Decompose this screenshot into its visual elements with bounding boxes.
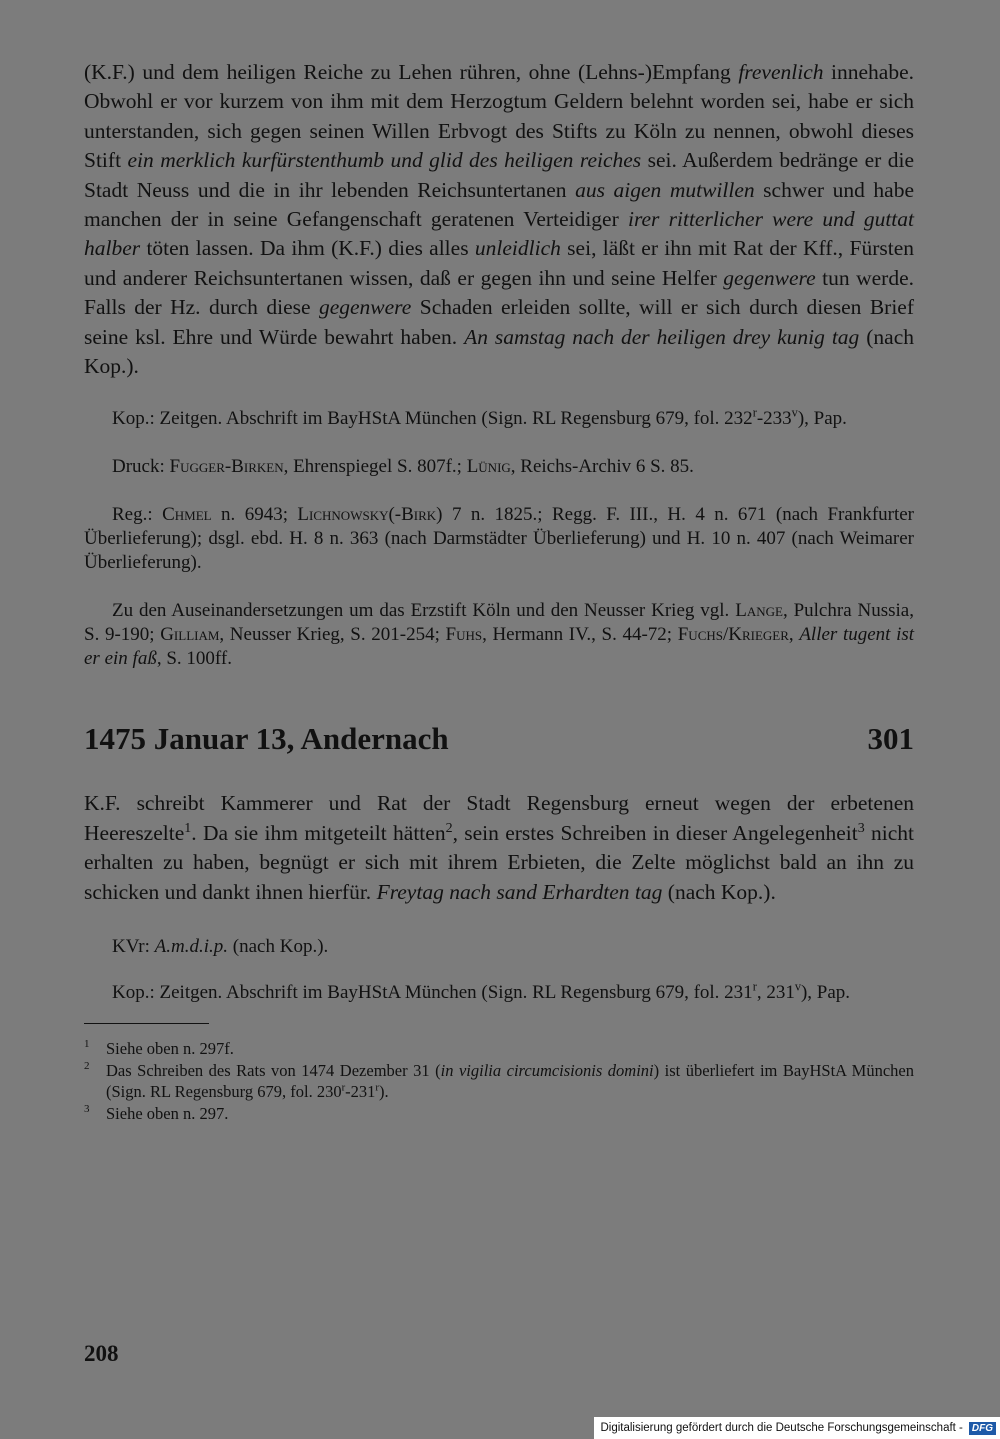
text-span: (nach Kop.). xyxy=(84,324,914,379)
text-span: tun werde. Falls der Hz. durch diese xyxy=(84,265,915,320)
italic-span: in vigilia circumcisionis domini xyxy=(440,1060,654,1080)
text-span: KVr: xyxy=(112,936,155,958)
superscript: r xyxy=(375,1081,379,1094)
text-span: -233 xyxy=(756,408,792,430)
text-span: Druck: xyxy=(112,456,170,478)
text-span: (nach Kop.). xyxy=(228,936,329,958)
druck-note xyxy=(84,455,914,479)
text-span: , Hermann IV., S. 44-72; xyxy=(482,624,678,646)
author-name: Lichnowsky(-Birk) xyxy=(297,504,443,526)
entry-number: 301 xyxy=(867,721,914,757)
italic-span: aus aigen mutwillen xyxy=(575,177,755,202)
text-span: ). xyxy=(378,1082,389,1102)
text-span: Reg.: xyxy=(112,504,163,526)
text-span: Schaden erleiden sollte, will er sich durch diesen Brief seine ksl. Ehre und Würde bewahrt haben. xyxy=(84,295,914,349)
footnote-ref: 2 xyxy=(445,820,453,836)
italic-span: unleidlich xyxy=(474,236,561,261)
italic-span: Freytag nach sand Erhardten tag xyxy=(376,879,663,904)
superscript: r xyxy=(752,979,757,994)
text-span: n. 6943; xyxy=(211,504,298,526)
footnote xyxy=(84,1038,914,1060)
italic-span: A.m.d.i.p. xyxy=(154,936,229,958)
text-span: , Ehrenspiegel S. 807f.; xyxy=(283,456,467,478)
text-span: Kop.: Zeitgen. Abschrift im BayHStA München (Sign. RL Regensburg 679, fol. 232 xyxy=(112,408,753,430)
text-span: , Reichs-Archiv 6 S. 85. xyxy=(510,456,694,478)
footnote-number: 3 xyxy=(84,1102,90,1115)
kop-note-2 xyxy=(84,981,914,1005)
author-name: Fugger-Birken xyxy=(169,456,284,478)
author-name: Fuhs xyxy=(445,624,483,646)
text-span: , Neusser Krieg, S. 201-254; xyxy=(219,624,446,646)
text-span: innehabe. Obwohl er vor kurzem von ihm mit dem Herzogtum Geldern belehnt worden sei, habe er sich unterstanden, sich gegen seinen Willen Erbvogt des Stifts zu Köln zu nennen, obwohl dieses Stift xyxy=(84,60,914,173)
kop-note-1 xyxy=(84,407,914,431)
text-span: nicht erhalten zu haben, begnügt er sich mit ihrem Erbieten, die Zelte möglichst bald an ihn zu schicken und dankt ihnen hierfür. xyxy=(84,820,914,904)
text-span: 7 n. 1825.; Regg. F. III., H. 4 n. 671 (nach Frankfurter Überlieferung); dsgl. ebd. H. 8 n. 363 (nach Darmstädter Überlieferung) und H. 10 n. 407 (nach Weimarer Überlieferung). xyxy=(84,504,915,574)
kvr-note xyxy=(84,935,914,959)
text-span: (K.F.) und dem heiligen Reiche zu Lehen rühren, ohne (Lehns-)Empfang xyxy=(84,60,739,84)
text-span: sei. Außerdem bedränge er die Stadt Neuss und die in ihr lebenden Reichsuntertanen xyxy=(84,148,914,202)
reg-note xyxy=(84,503,914,575)
funding-banner xyxy=(594,1417,1000,1439)
text-span: ), Pap. xyxy=(797,408,847,430)
intro-paragraph xyxy=(84,58,914,381)
text-span: ), Pap. xyxy=(800,982,851,1004)
page-content xyxy=(84,58,914,1124)
italic-span: ein merklich kurfürstenthumb und glid des heiligen reiches xyxy=(127,148,642,173)
funding-text: Digitalisierung gefördert durch die Deutsche Forschungsgemeinschaft - xyxy=(600,1422,963,1434)
text-span: K.F. schreibt Kammerer und Rat der Stadt Regensburg erneut wegen der erbetenen Heereszelte xyxy=(84,791,914,845)
superscript: v xyxy=(791,406,798,421)
italic-span: gegenwere xyxy=(318,295,412,320)
italic-span: Aller tugent ist er ein faß xyxy=(84,624,915,670)
entry-date-place: 1475 Januar 13, Andernach xyxy=(84,721,449,757)
footnote xyxy=(84,1060,914,1103)
footnote-number: 1 xyxy=(84,1038,90,1051)
text-span: Zu den Auseinandersetzungen um das Erzstift Köln und den Neusser Krieg vgl. xyxy=(112,600,736,622)
text-span: . Da sie ihm mitgeteilt hätten xyxy=(191,820,446,845)
footnote-ref: 1 xyxy=(184,820,192,836)
author-name: Fuchs/Krieger xyxy=(677,624,789,646)
footnote-divider xyxy=(84,1023,209,1024)
footnote-ref: 3 xyxy=(857,820,865,836)
text-span: , xyxy=(788,624,800,646)
italic-span: irer ritterlicher were und guttat halber xyxy=(84,207,915,261)
italic-span: gegenwere xyxy=(723,265,816,290)
author-name: Chmel xyxy=(162,504,212,526)
entry-paragraph xyxy=(84,789,914,907)
text-span: , sein erstes Schreiben in dieser Angelegenheit xyxy=(452,820,858,845)
footnote-number: 2 xyxy=(84,1059,90,1072)
author-name: Lünig xyxy=(466,456,511,478)
superscript: v xyxy=(794,979,801,994)
italic-span: An samstag nach der heiligen drey kunig tag xyxy=(464,324,860,349)
superscript: r xyxy=(752,406,757,421)
italic-span: frevenlich xyxy=(738,60,824,84)
text-span: -231 xyxy=(345,1082,376,1102)
author-name: Lange xyxy=(735,600,783,622)
literature-note xyxy=(84,599,914,671)
text-span: , Pulchra Nussia, S. 9-190; xyxy=(84,600,914,646)
author-name: Gilliam xyxy=(160,624,220,646)
entry-heading xyxy=(84,721,914,757)
footnote xyxy=(84,1103,914,1125)
text-span: sei, läßt er ihn mit Rat der Kff., Fürsten und anderer Reichsuntertanen wissen, daß er gegen ihn und seine Helfer xyxy=(84,236,914,290)
text-span: schwer und habe manchen der in seine Gefangenschaft geratenen Verteidiger xyxy=(84,177,914,232)
text-span: , S. 100ff. xyxy=(156,648,232,670)
text-span: Kop.: Zeitgen. Abschrift im BayHStA München (Sign. RL Regensburg 679, fol. 231 xyxy=(112,982,753,1004)
text-span: ) ist überliefert im BayHStA München (Sign. RL Regensburg 679, fol. 230 xyxy=(106,1060,914,1102)
footnotes xyxy=(84,1038,914,1124)
superscript: r xyxy=(341,1081,346,1094)
page-number: 208 xyxy=(84,1341,119,1366)
footnote-text xyxy=(106,1060,914,1103)
text-span: töten lassen. Da ihm (K.F.) dies alles xyxy=(140,236,475,261)
footnote-text: Siehe oben n. 297f. xyxy=(106,1039,234,1059)
text-span: (nach Kop.). xyxy=(662,879,776,904)
text-span: , 231 xyxy=(756,982,795,1004)
footnote-text: Siehe oben n. 297. xyxy=(106,1103,229,1123)
text-span: Das Schreiben des Rats von 1474 Dezember 31 ( xyxy=(106,1060,441,1080)
dfg-logo-icon: DFG xyxy=(969,1422,996,1435)
